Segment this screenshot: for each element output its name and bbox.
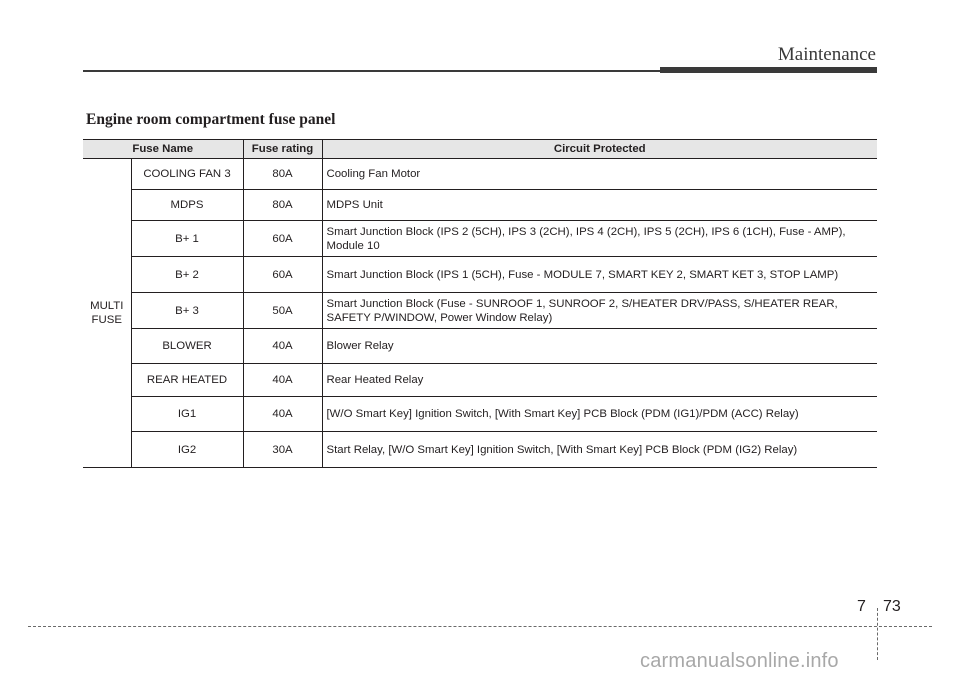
- circuit-cell: Smart Junction Block (IPS 1 (5CH), Fuse - MODULE 7, SMART KEY 2, SMART KET 3, STOP LAMP): [322, 257, 877, 293]
- circuit-cell: Blower Relay: [322, 329, 877, 364]
- fuse-rating-cell: 40A: [243, 397, 322, 432]
- fuse-rating-cell: 40A: [243, 364, 322, 397]
- fuse-name-cell: IG2: [131, 432, 243, 468]
- table-header-row: [83, 140, 877, 159]
- fuse-rating-cell: 80A: [243, 190, 322, 221]
- section-title: Maintenance: [777, 44, 876, 65]
- footer-dashed-divider: [877, 608, 878, 660]
- fuse-rating-cell: 30A: [243, 432, 322, 468]
- fuse-name-cell: MDPS: [131, 190, 243, 221]
- footer-dashed-rule: [28, 626, 932, 627]
- table-row: [83, 397, 877, 432]
- fuse-table: [83, 139, 877, 468]
- fuse-name-cell: B+ 1: [131, 221, 243, 257]
- page-number: 73: [883, 598, 901, 615]
- page-heading: Engine room compartment fuse panel: [86, 111, 336, 128]
- table-row: [83, 293, 877, 329]
- circuit-cell: Cooling Fan Motor: [322, 159, 877, 190]
- table-row: [83, 190, 877, 221]
- table-row: [83, 329, 877, 364]
- fuse-rating-cell: 40A: [243, 329, 322, 364]
- circuit-cell: Smart Junction Block (IPS 2 (5CH), IPS 3 (2CH), IPS 4 (2CH), IPS 5 (2CH), IPS 6 (1CH), Fuse - AMP), Module 10: [322, 221, 877, 257]
- circuit-cell: Rear Heated Relay: [322, 364, 877, 397]
- circuit-cell: Start Relay, [W/O Smart Key] Ignition Switch, [With Smart Key] PCB Block (PDM (IG2) Relay): [322, 432, 877, 468]
- fuse-name-cell: IG1: [131, 397, 243, 432]
- table-row: [83, 257, 877, 293]
- chapter-number: 7: [857, 598, 866, 615]
- fuse-rating-cell: 60A: [243, 221, 322, 257]
- group-label: MULTI FUSE: [83, 159, 131, 468]
- fuse-name-cell: B+ 3: [131, 293, 243, 329]
- table-row: [83, 364, 877, 397]
- fuse-rating-cell: 80A: [243, 159, 322, 190]
- fuse-rating-cell: 50A: [243, 293, 322, 329]
- fuse-name-cell: B+ 2: [131, 257, 243, 293]
- header-rule-thin: [83, 70, 660, 72]
- column-header-fuse-rating: Fuse rating: [243, 140, 322, 159]
- table-row: [83, 221, 877, 257]
- fuse-name-cell: BLOWER: [131, 329, 243, 364]
- column-header-circuit-protected: Circuit Protected: [322, 140, 877, 159]
- column-header-fuse-name: Fuse Name: [83, 140, 243, 159]
- circuit-cell: Smart Junction Block (Fuse - SUNROOF 1, SUNROOF 2, S/HEATER DRV/PASS, S/HEATER REAR, SAFETY P/WINDOW, Power Window Relay): [322, 293, 877, 329]
- fuse-name-cell: COOLING FAN 3: [131, 159, 243, 190]
- table-row: [83, 159, 877, 190]
- circuit-cell: [W/O Smart Key] Ignition Switch, [With Smart Key] PCB Block (PDM (IG1)/PDM (ACC) Relay): [322, 397, 877, 432]
- table-row: [83, 432, 877, 468]
- watermark: carmanualsonline.info: [640, 650, 839, 672]
- header-rule-thick: [660, 67, 877, 73]
- circuit-cell: MDPS Unit: [322, 190, 877, 221]
- fuse-name-cell: REAR HEATED: [131, 364, 243, 397]
- fuse-rating-cell: 60A: [243, 257, 322, 293]
